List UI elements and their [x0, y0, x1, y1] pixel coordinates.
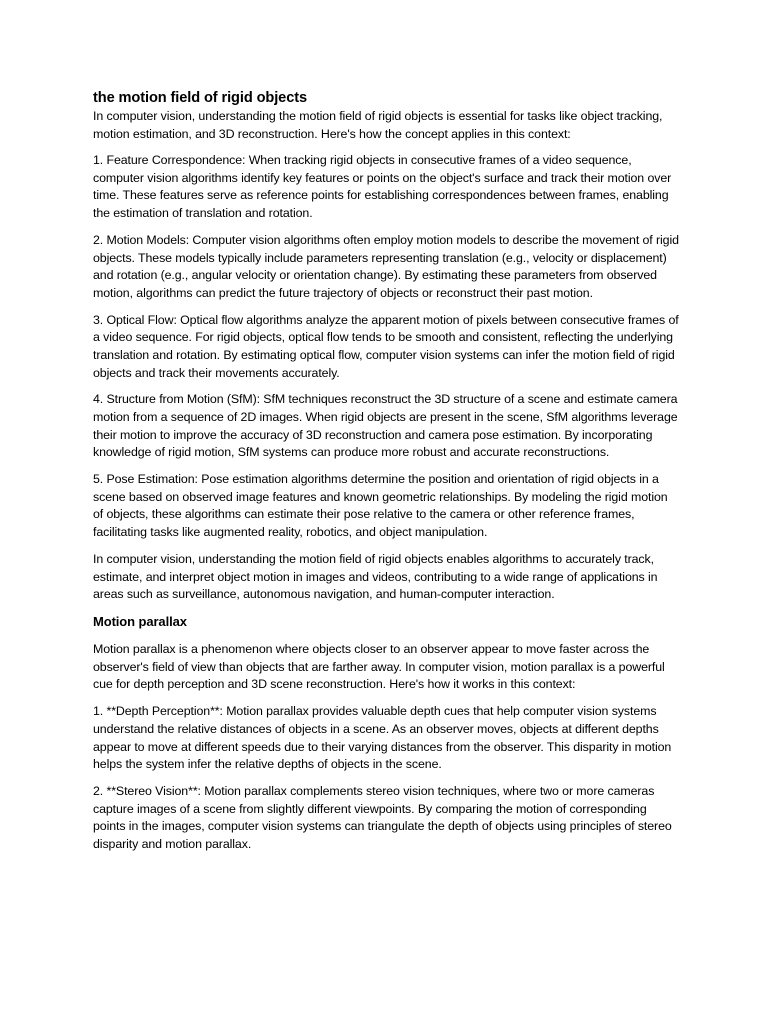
- document-title: the motion field of rigid objects: [93, 90, 307, 106]
- point-optical-flow: 3. Optical Flow: Optical flow algorithms analyze the apparent motion of pixels between consecutive frames of a video sequence. For rigid objects, optical flow tends to be smooth and consistent, reflecting the underlying translation and rotation. By estimating optical flow, computer vision systems can infer the motion field of rigid objects and track their movements accurately.: [93, 312, 679, 380]
- point-depth-perception: 1. **Depth Perception**: Motion parallax provides valuable depth cues that help computer vision systems understand the relative distances of objects in a scene. As an observer moves, objects at different depths appear to move at different speeds due to their varying distances from the observer. This disparity in motion helps the system infer the relative depths of objects in the scene.: [93, 704, 672, 772]
- point-stereo-vision: 2. **Stereo Vision**: Motion parallax complements stereo vision techniques, where two or more cameras capture images of a scene from slightly different viewpoints. By comparing the motion of corresponding points in the images, computer vision systems can triangulate the depth of objects using principles of stereo disparity and motion parallax.: [93, 784, 672, 851]
- point-motion-models: 2. Motion Models: Computer vision algorithms often employ motion models to describe the movement of rigid objects. These models typically include parameters representing translation (e.g., velocity or displacement) and rotation (e.g., angular velocity or orientation change). By estimating these parameters from observed motion, algorithms can predict the future trajectory of objects or reconstruct their past motion.: [93, 232, 679, 300]
- point-feature-correspondence: 1. Feature Correspondence: When tracking rigid objects in consecutive frames of a video sequence, computer vision algorithms identify key features or points on the object's surface and track their motion over time. These features serve as reference points for establishing correspondences between frames, enabling the estimation of translation and rotation.: [93, 153, 672, 220]
- parallax-heading: Motion parallax: [93, 614, 187, 630]
- document-intro: In computer vision, understanding the motion field of rigid objects is essential for tasks like object tracking, motion estimation, and 3D reconstruction. Here's how the concept applies in this context:: [93, 109, 663, 141]
- point-structure-from-motion: 4. Structure from Motion (SfM): SfM techniques reconstruct the 3D structure of a scene and estimate camera motion from a sequence of 2D images. When rigid objects are present in the scene, SfM algorithms leverage their motion to improve the accuracy of 3D reconstruction and camera pose estimation. By incorporating knowledge of rigid motion, SfM systems can produce more robust and accurate reconstructions.: [93, 392, 678, 460]
- document-page: [93, 89, 681, 863]
- document-conclusion: In computer vision, understanding the motion field of rigid objects enables algorithms to accurately track, estimate, and interpret object motion in images and videos, contributing to a wide range of applications in areas such as surveillance, autonomous navigation, and human-computer interaction.: [93, 552, 658, 602]
- point-pose-estimation: 5. Pose Estimation: Pose estimation algorithms determine the position and orientation of rigid objects in a scene based on observed image features and known geometric relationships. By modeling the rigid motion of objects, these algorithms can estimate their pose relative to the camera or other reference frames, facilitating tasks like augmented reality, robotics, and object manipulation.: [93, 472, 668, 540]
- parallax-intro: Motion parallax is a phenomenon where objects closer to an observer appear to move faster across the observer's field of view than objects that are farther away. In computer vision, motion parallax is a powerful cue for depth perception and 3D scene reconstruction. Here's how it works in this context:: [93, 642, 665, 692]
